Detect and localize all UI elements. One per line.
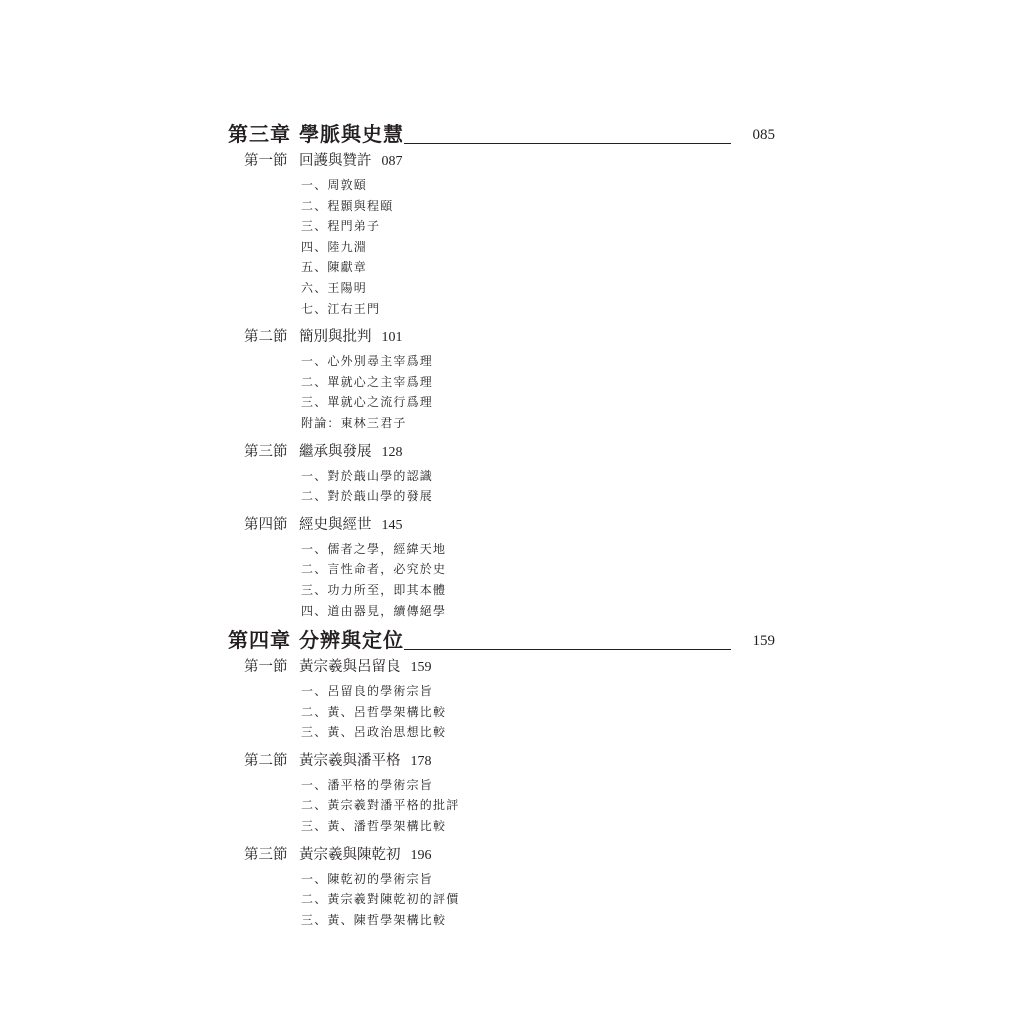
section-heading bbox=[244, 439, 775, 466]
section bbox=[244, 842, 775, 931]
list-item: 四、陸九淵 bbox=[301, 239, 368, 254]
list-item: 五、陳獻章 bbox=[301, 260, 368, 275]
list-item: 七、江右王門 bbox=[301, 301, 381, 316]
section-page-number: 087 bbox=[381, 154, 403, 169]
section-heading bbox=[244, 148, 775, 175]
list-item: 一、潘平格的學術宗旨 bbox=[301, 777, 434, 792]
section-label: 第一節 bbox=[244, 659, 288, 675]
section-page-number: 128 bbox=[381, 444, 403, 460]
list-item: 二、黃宗羲對潘平格的批評 bbox=[301, 798, 460, 813]
list-item: 附論：東林三君子 bbox=[301, 415, 407, 430]
chapter-3 bbox=[228, 120, 775, 621]
chapter-page-number: 085 bbox=[752, 127, 775, 143]
section-title: 黃宗羲與潘平格 bbox=[299, 752, 401, 769]
chapter-4 bbox=[228, 626, 775, 930]
section-page-number: 196 bbox=[410, 847, 432, 863]
section bbox=[244, 748, 775, 837]
list-item: 一、周敦頤 bbox=[301, 178, 368, 192]
section-heading bbox=[244, 842, 775, 869]
section-page-number: 178 bbox=[410, 753, 432, 769]
section bbox=[244, 324, 775, 433]
section-page-number: 159 bbox=[410, 660, 432, 675]
section bbox=[244, 512, 775, 621]
section bbox=[244, 148, 775, 319]
list-item: 三、黃、呂政治思想比較 bbox=[301, 725, 447, 740]
section-page-number: 145 bbox=[381, 517, 403, 533]
section-label: 第四節 bbox=[244, 516, 288, 533]
section-label: 第二節 bbox=[244, 752, 288, 769]
list-item: 四、道由器見，續傳絕學 bbox=[301, 603, 447, 618]
list-item: 三、單就心之流行爲理 bbox=[301, 395, 434, 410]
leader-rule bbox=[404, 649, 731, 650]
section-heading bbox=[244, 654, 775, 681]
list-item: 二、黃宗羲對陳乾初的評價 bbox=[301, 892, 460, 907]
section-title: 黃宗羲與呂留良 bbox=[299, 659, 401, 675]
chapter-heading bbox=[228, 626, 775, 654]
list-item: 六、王陽明 bbox=[301, 280, 368, 295]
section-heading bbox=[244, 324, 775, 351]
section-page-number: 101 bbox=[381, 330, 403, 346]
list-item: 一、呂留良的學術宗旨 bbox=[301, 684, 434, 698]
list-item: 二、單就心之主宰爲理 bbox=[301, 374, 434, 389]
section-label: 第三節 bbox=[244, 846, 288, 863]
section-label: 第三節 bbox=[244, 443, 288, 460]
list-item: 二、黃、呂哲學架構比較 bbox=[301, 704, 447, 719]
list-item: 一、對於蕺山學的認識 bbox=[301, 468, 434, 483]
chapter-heading bbox=[228, 120, 775, 148]
section bbox=[244, 654, 775, 743]
list-item: 三、功力所至，即其本體 bbox=[301, 582, 447, 597]
section-heading bbox=[244, 512, 775, 539]
chapter-title: 第四章 分辨與定位 bbox=[228, 628, 404, 652]
list-item: 一、心外別尋主宰爲理 bbox=[301, 354, 434, 369]
list-item: 三、黃、潘哲學架構比較 bbox=[301, 818, 447, 833]
list-item: 一、陳乾初的學術宗旨 bbox=[301, 871, 434, 886]
section-title: 回護與贊許 bbox=[299, 153, 372, 169]
leader-rule bbox=[404, 143, 731, 144]
chapter-title: 第三章 學脈與史慧 bbox=[228, 122, 404, 146]
section bbox=[244, 439, 775, 507]
list-item: 一、儒者之學，經緯天地 bbox=[301, 541, 447, 556]
list-item: 二、程顥與程頤 bbox=[301, 198, 394, 213]
list-item: 二、言性命者，必究於史 bbox=[301, 562, 447, 577]
list-item: 二、對於蕺山學的發展 bbox=[301, 489, 434, 504]
chapter-page-number: 159 bbox=[752, 633, 775, 649]
list-item: 三、程門弟子 bbox=[301, 219, 381, 234]
section-title: 簡別與批判 bbox=[299, 329, 372, 346]
section-heading bbox=[244, 748, 775, 775]
list-item: 三、黃、陳哲學架構比較 bbox=[301, 912, 447, 927]
section-title: 繼承與發展 bbox=[299, 443, 372, 460]
section-title: 黃宗羲與陳乾初 bbox=[299, 846, 401, 863]
section-title: 經史與經世 bbox=[299, 516, 372, 533]
section-label: 第二節 bbox=[244, 329, 288, 346]
section-label: 第一節 bbox=[244, 153, 288, 169]
